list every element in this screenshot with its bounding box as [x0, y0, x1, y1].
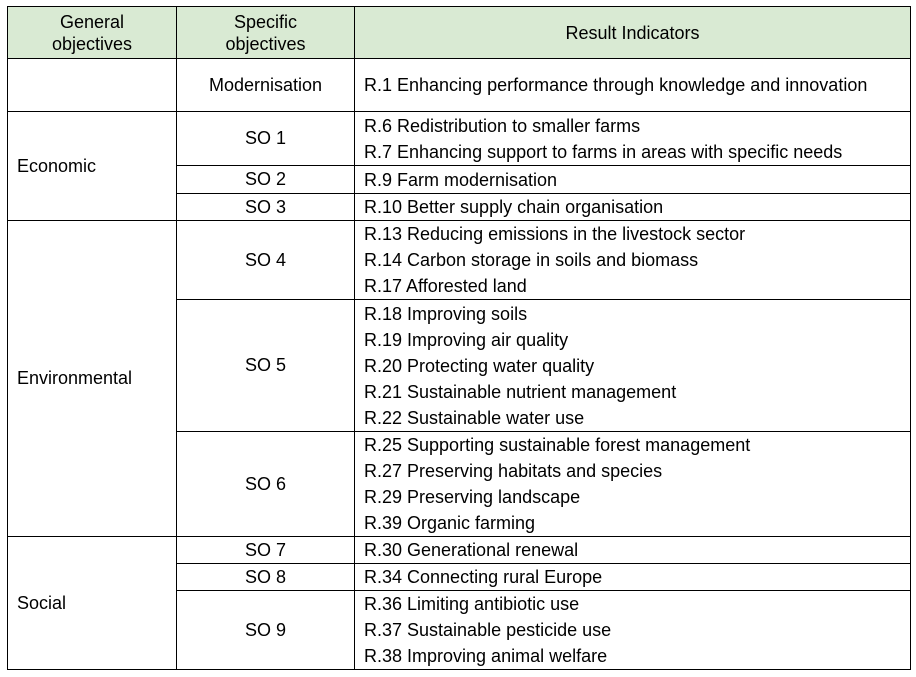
result-indicators-cell [355, 112, 911, 166]
indicator-item: R.14 Carbon storage in soils and biomass [364, 250, 699, 270]
general-objective-cell: Economic [8, 112, 177, 221]
result-indicators-cell [355, 537, 911, 564]
general-objective-cell [8, 59, 177, 112]
indicator-item: R.37 Sustainable pesticide use [364, 620, 612, 640]
general-objective-cell: Environmental [8, 221, 177, 537]
indicator-item: R.18 Improving soils [364, 303, 528, 324]
indicator-item: R.19 Improving air quality [364, 329, 569, 350]
specific-objective-cell: SO 9 [177, 591, 355, 670]
specific-objective-cell: SO 7 [177, 537, 355, 564]
indicator-item: R.25 Supporting sustainable forest management [364, 435, 751, 455]
indicator-item: R.1 Enhancing performance through knowledge and innovation [364, 75, 868, 95]
header-general-objectives: General objectives [8, 7, 177, 59]
indicator-item: R.30 Generational renewal [364, 540, 579, 560]
table-row [8, 59, 911, 112]
indicator-item: R.36 Limiting antibiotic use [364, 594, 580, 614]
result-indicators-cell [355, 591, 911, 670]
specific-objective-cell: SO 3 [177, 194, 355, 221]
general-objective-cell: Social [8, 537, 177, 670]
indicator-item: R.20 Protecting water quality [364, 355, 595, 376]
indicator-item: R.6 Redistribution to smaller farms [364, 115, 641, 136]
indicator-item: R.34 Connecting rural Europe [364, 567, 603, 587]
table-row [8, 537, 911, 564]
result-indicators-cell [355, 59, 911, 112]
result-indicators-cell [355, 194, 911, 221]
specific-objective-cell: SO 1 [177, 112, 355, 166]
indicator-item: R.13 Reducing emissions in the livestock sector [364, 224, 746, 244]
specific-objective-cell: SO 2 [177, 166, 355, 194]
indicator-item: R.39 Organic farming [364, 513, 536, 533]
specific-objective-cell: SO 8 [177, 564, 355, 591]
header-result-indicators: Result Indicators [355, 7, 911, 59]
specific-objective-cell: SO 6 [177, 432, 355, 537]
objectives-table [7, 6, 911, 670]
indicator-item: R.22 Sustainable water use [364, 407, 585, 428]
indicator-item: R.38 Improving animal welfare [364, 646, 608, 666]
specific-objective-cell: SO 4 [177, 221, 355, 300]
indicator-item: R.17 Afforested land [364, 276, 527, 296]
specific-objective-cell: SO 5 [177, 300, 355, 432]
result-indicators-cell [355, 166, 911, 194]
indicator-item: R.9 Farm modernisation [364, 169, 558, 190]
indicator-item: R.21 Sustainable nutrient management [364, 381, 677, 402]
indicator-item: R.27 Preserving habitats and species [364, 461, 663, 481]
table-row [8, 112, 911, 166]
header-row [8, 7, 911, 59]
result-indicators-cell [355, 221, 911, 300]
indicator-item: R.7 Enhancing support to farms in areas with specific needs [364, 141, 843, 162]
result-indicators-cell [355, 300, 911, 432]
indicator-item: R.10 Better supply chain organisation [364, 197, 664, 217]
specific-objective-cell: Modernisation [177, 59, 355, 112]
result-indicators-cell [355, 432, 911, 537]
header-specific-objectives: Specific objectives [177, 7, 355, 59]
indicator-item: R.29 Preserving landscape [364, 487, 581, 507]
result-indicators-cell [355, 564, 911, 591]
table-row [8, 221, 911, 300]
